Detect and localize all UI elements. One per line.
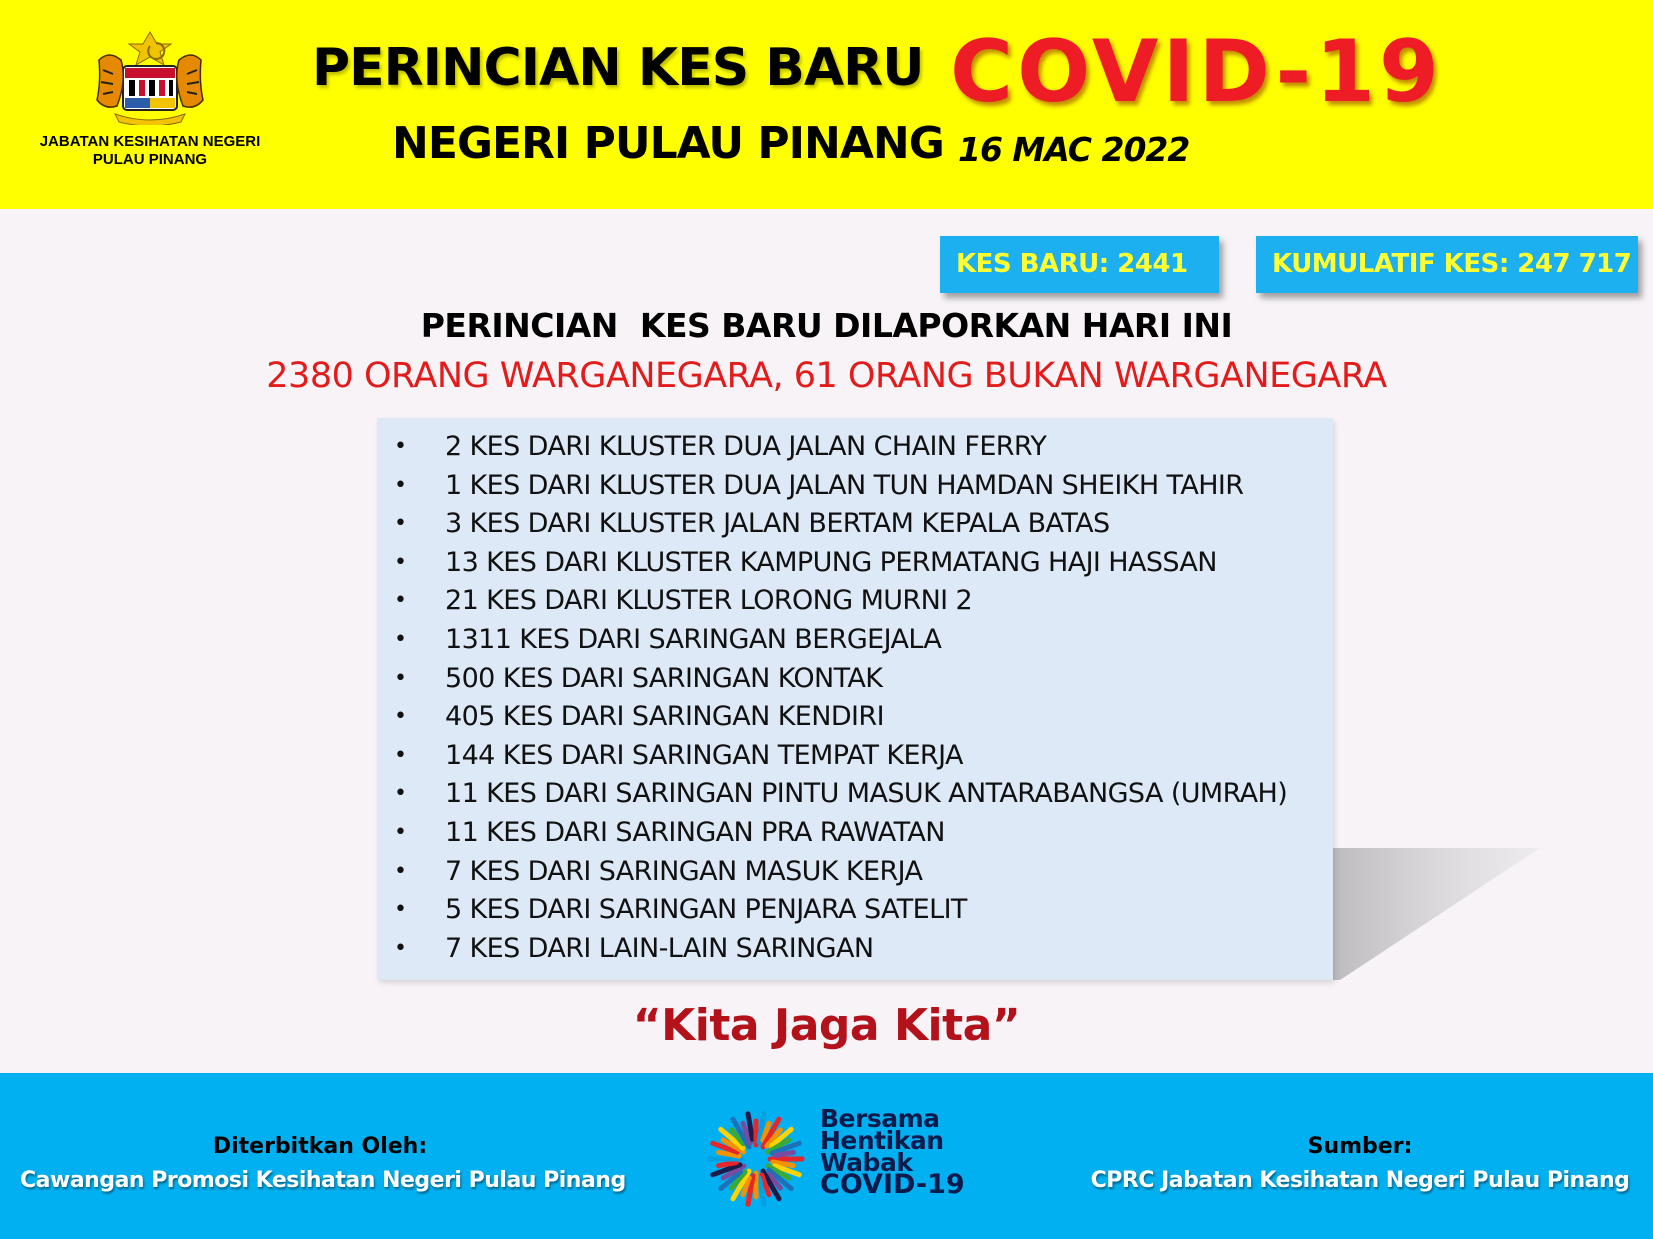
case-list-item <box>377 698 1333 737</box>
case-item-text: 2 KES DARI KLUSTER DUA JALAN CHAIN FERRY <box>445 431 1047 462</box>
case-item-text: 7 KES DARI SARINGAN MASUK KERJA <box>445 855 923 887</box>
case-item-text: 11 KES DARI SARINGAN PRA RAWATAN <box>445 816 945 848</box>
case-list-item <box>377 930 1333 969</box>
department-name-line2: PULAU PINANG <box>92 151 208 168</box>
case-list-item <box>377 737 1333 776</box>
case-item-text: 13 KES DARI KLUSTER KAMPUNG PERMATANG HAJI HASSAN <box>445 546 1217 578</box>
campaign-line3: Wabak <box>820 1148 913 1177</box>
source-name: CPRC Jabatan Kesihatan Negeri Pulau Pinang <box>1090 1168 1630 1193</box>
campaign-line4: COVID-19 <box>820 1169 965 1200</box>
report-heading: PERINCIAN KES BARU DILAPORKAN HARI INI <box>420 306 1233 345</box>
bullet-icon: • <box>394 665 407 691</box>
case-item-text: 500 KES DARI SARINGAN KONTAK <box>445 662 883 694</box>
case-list-item <box>377 621 1333 660</box>
case-list-item <box>377 428 1333 467</box>
case-item-text: 5 KES DARI SARINGAN PENJARA SATELIT <box>445 894 967 926</box>
department-name-line1: JABATAN KESIHATAN NEGERI <box>39 133 261 150</box>
coat-of-arms-icon <box>85 30 215 125</box>
report-date: 16 MAC 2022 <box>958 130 1190 169</box>
cumulative-cases-badge: KUMULATIF KES: 247 717 <box>1256 236 1638 293</box>
covid-title: COVID-19 <box>950 22 1443 122</box>
bullet-icon: • <box>394 626 407 652</box>
case-list-item <box>377 853 1333 892</box>
case-breakdown-list <box>377 418 1333 980</box>
case-list-item <box>377 775 1333 814</box>
case-list-item <box>377 582 1333 621</box>
sunburst-campaign-icon <box>700 1103 812 1215</box>
state-title: NEGERI PULAU PINANG <box>392 118 944 169</box>
sunburst-ray <box>719 1163 737 1166</box>
case-item-text: 1311 KES DARI SARINGAN BERGEJALA <box>445 623 942 655</box>
header-banner <box>0 0 1653 209</box>
case-item-text: 21 KES DARI KLUSTER LORONG MURNI 2 <box>445 585 973 617</box>
bullet-icon: • <box>394 897 407 923</box>
bullet-icon: • <box>394 819 407 845</box>
campaign-line1: Bersama <box>820 1104 940 1133</box>
bullet-icon: • <box>394 472 407 498</box>
case-list-item <box>377 544 1333 583</box>
campaign-line2: Hentikan <box>820 1126 944 1155</box>
bullet-icon: • <box>394 434 407 459</box>
bullet-icon: • <box>394 549 407 575</box>
case-item-text: 1 KES DARI KLUSTER DUA JALAN TUN HAMDAN SHEIKH TAHIR <box>445 469 1244 501</box>
bullet-icon: • <box>394 858 407 884</box>
bullet-icon: • <box>394 935 407 961</box>
source-block <box>1085 1131 1635 1199</box>
report-citizenship-breakdown: 2380 ORANG WARGANEGARA, 61 ORANG BUKAN WARGANEGARA <box>266 356 1387 396</box>
case-list-item <box>377 467 1333 506</box>
bullet-icon: • <box>394 781 407 807</box>
publisher-label: Diterbitkan Oleh: <box>212 1134 428 1159</box>
list-shadow-decoration <box>1310 848 1540 980</box>
case-item-text: 11 KES DARI SARINGAN PINTU MASUK ANTARABANGSA (UMRAH) <box>445 778 1288 810</box>
department-logo <box>20 30 280 180</box>
bullet-icon: • <box>394 511 407 537</box>
source-label: Sumber: <box>1307 1134 1413 1159</box>
case-item-text: 7 KES DARI LAIN-LAIN SARINGAN <box>445 932 874 964</box>
case-item-text: 144 KES DARI SARINGAN TEMPAT KERJA <box>445 739 963 771</box>
bullet-icon: • <box>394 588 407 614</box>
case-list-item <box>377 505 1333 544</box>
case-list-item <box>377 814 1333 853</box>
page-title: PERINCIAN KES BARU <box>312 38 924 98</box>
publisher-block <box>20 1131 626 1199</box>
campaign-logo <box>700 1098 980 1228</box>
case-item-text: 405 KES DARI SARINGAN KENDIRI <box>445 701 884 733</box>
case-list-item <box>377 891 1333 930</box>
motto-slogan: “Kita Jaga Kita” <box>632 1000 1021 1051</box>
bullet-icon: • <box>394 742 407 768</box>
new-cases-badge: KES BARU: 2441 <box>940 236 1219 293</box>
publisher-name: Cawangan Promosi Kesihatan Negeri Pulau Pinang <box>20 1168 626 1193</box>
case-item-text: 3 KES DARI KLUSTER JALAN BERTAM KEPALA BATAS <box>445 508 1110 540</box>
case-list-item <box>377 660 1333 699</box>
sunburst-ray <box>776 1152 794 1155</box>
footer-banner <box>0 1073 1653 1239</box>
bullet-icon: • <box>394 704 407 730</box>
